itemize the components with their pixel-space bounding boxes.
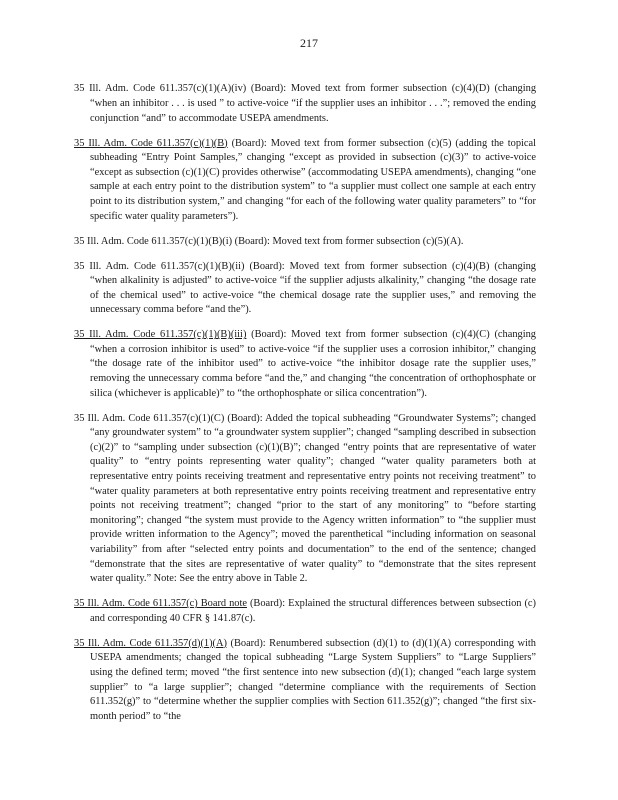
entry-citation: 35 Ill. Adm. Code 611.357(c)(1)(C) [74,412,225,424]
entry-text: (Board): Moved text from former subsection (c)(4)(B) (changing “when alkalinity is adjusted” to active-voice “if the supplier adjusts alkalinity,” changing “the dosage rate of the chemical used” to active-voice “the chemical dosage rate the supplier uses,” and removing the unnecessary comma before “and the”). [90,260,536,316]
entry-text: (Board): Explained the structural differences between subsection (c) and corresponding 40 CFR § 141.87(c). [90,598,536,624]
entry-text: (Board): Renumbered subsection (d)(1) to (d)(1)(A) corresponding with USEPA amendments; changed the topical subheading “Large System Suppliers” to “Large Suppliers” using the defined term; moved “the first sentence into new subsection (d)(1); changed “each large system supplier” to “a large supplier”; changed “determine compliance with the requirements of Section 611.352(g)” to “determine whether the supplier complies with Section 611.352(g)”; changed “the first six-month period” to “the [90,637,536,722]
amendment-entry [74,260,536,318]
entry-citation: 35 Ill. Adm. Code 611.357(c)(1)(B)(i) [74,235,233,247]
amendment-entry [74,82,536,126]
entry-text: (Board): Moved text from former subsection (c)(5) (adding the topical subheading “Entry Point Samples,” changing “except as provided in subsection (c)(3)” to active-voice “except as subsection (c)(1)(C) provides otherwise” (accommodating USEPA amendments), changing “one sample at each entry point to the distribution system” to “a supplier must collect one sample at each entry point to its distribution system,” and changing “for each of the following water quality parameters” to “for specific water quality parameters”). [90,137,537,222]
amendment-entry [74,597,536,626]
amendment-entry [74,328,536,401]
amendment-entry [74,235,536,250]
entry-list [74,72,536,730]
entry-citation: 35 Ill. Adm. Code 611.357(d)(1)(A) [74,637,227,649]
entry-text: (Board): Moved text from former subsection (c)(4)(D) (changing “when an inhibitor . . . is used ” to active-voice “if the supplier uses an inhibitor . . .”; removed the ending conjunction “and” to accommodate USEPA amendments. [90,83,537,124]
entry-text: (Board): Moved text from former subsection (c)(5)(A). [232,235,464,247]
entry-text: (Board): Moved text from former subsection (c)(4)(C) (changing “when a corrosion inhibitor is used” to active-voice “if the supplier uses a corrosion inhibitor,” changing “the dosage rate of the inhibitor used” to active-voice “the inhibitor dosage rate the supplier uses,” removing the unnecessary comma before “and the,” and changing “the concentration of orthophosphate or silica (whichever is applicable)” to “the orthophosphate or silica concentration”). [90,329,536,399]
amendment-entry [74,637,536,725]
page-number: 217 [300,36,318,50]
amendment-entry [74,412,536,587]
entry-citation: 35 Ill. Adm. Code 611.357(c)(1)(B)(ii) [74,260,245,272]
entry-citation: 35 Ill. Adm. Code 611.357(c)(1)(A)(iv) [74,83,247,95]
entry-citation: 35 Ill. Adm. Code 611.357(c) Board note [74,598,247,610]
entry-text: (Board): Added the topical subheading “Groundwater Systems”; changed “any groundwater system” to “a groundwater system supplier”; changed “sampling described in subsection (c)(2)” to “sampling under subsection (c)(1)(B)”; changed “entry points that are representative of water quality” to “entry points representing water quality”; changed “water quality parameters both at representative entry points receiving treatment and representative entry points not receiving treatment” to “water quality parameters at both representative entry points receiving treatment and representative entry points not receiving treatment”; changed “prior to the start of any monitoring” to “before starting monitoring”; changed “the system must provide to the Agency written information” to “the supplier must provide written information to the Agency”; moved the parenthetical “including information on seasonal variability” from after “selected entry points and documentation” to the end of the sentence; changed “demonstrate that the sites are representative of water quality” to “demonstrate that the sites represent water quality.” Note: See the entry above in Table 2. [90,412,537,585]
entry-citation: 35 Ill. Adm. Code 611.357(c)(1)(B) [74,137,228,149]
amendment-entry [74,137,536,225]
entry-citation: 35 Ill. Adm. Code 611.357(c)(1)(B)(iii) [74,329,247,341]
